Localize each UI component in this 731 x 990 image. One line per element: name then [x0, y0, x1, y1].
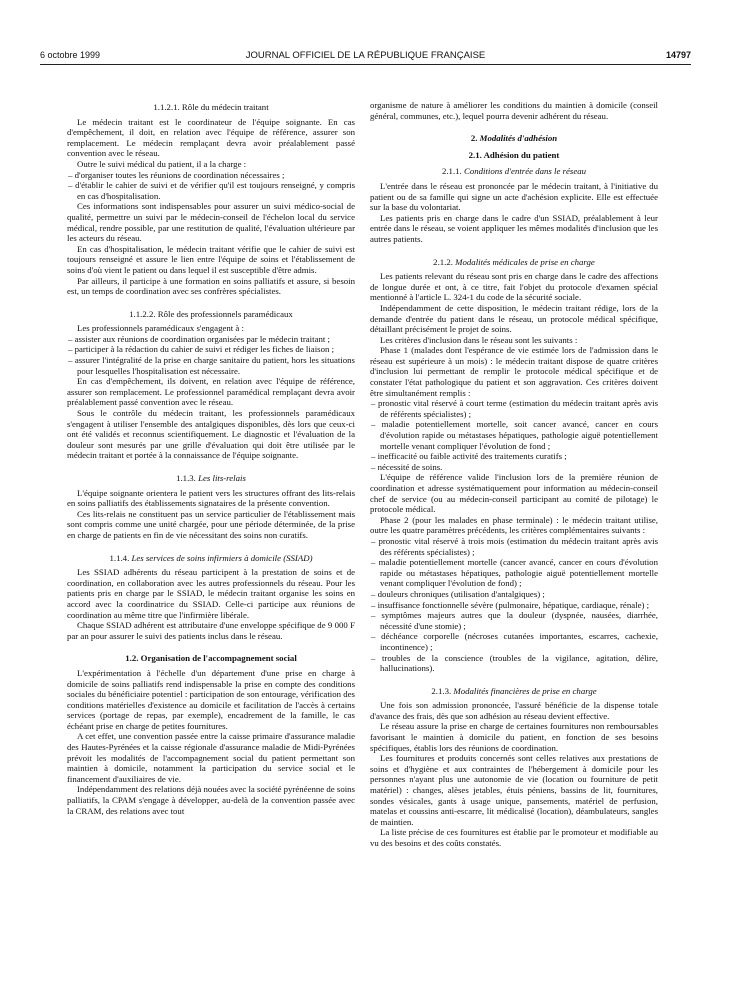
paragraph: Les professionnels paramédicaux s'engagent à :	[77, 323, 244, 334]
paragraph: Les critères d'inclusion dans le réseau sont les suivants :	[380, 334, 578, 345]
dash-list	[370, 398, 658, 472]
paragraph: Chaque SSIAD adhérent est attributaire d'une enveloppe spécifique de 9 000 F par an pour assurer le suivi des patients inclus dans le réseau.	[67, 620, 355, 641]
section-heading-212	[370, 257, 658, 268]
list-item: – maladie potentiellement mortelle, soit cancer avancé, cancer en cours d'évolution rapide ou métastases hépatiques, pathologie aiguë potentiellement mortelle venant compliquer l'évolution de fond ;	[370, 419, 658, 451]
paragraph: organisme de nature à améliorer les conditions du maintien à domicile (conseil général, communes, etc.), lequel pourra devenir adhérent du réseau.	[370, 100, 658, 121]
section-heading-1122: 1.1.2.2. Rôle des professionnels paramédicaux	[129, 308, 293, 319]
list-item: – déchéance corporelle (nécroses cutanées importantes, escarres, cachexie, incontinence) ;	[370, 631, 658, 652]
paragraph: A cet effet, une convention passée entre la caisse primaire d'assurance maladie des Hautes-Pyrénées et la caisse régionale d'assurance maladie de Midi-Pyrénées prévoit les modalités de l'accompagnement social du patient permettant son maintien à domicile, notamment la participation du service social et le financement d'auxiliaires de vie.	[67, 731, 355, 784]
list-item: – symptômes majeurs autres que la douleur (dyspnée, nausées, diarrhée, nécessité d'une stomie) ;	[370, 610, 658, 631]
list-item: – pronostic vital réservé à court terme (estimation du médecin traitant après avis de référents spécialistes) ;	[370, 398, 658, 419]
paragraph: L'équipe de référence valide l'inclusion lors de la première réunion de coordination et adresse systématiquement pour information au médecin-conseil chef de service (ou au médecin-conseil participant au comité de pilotage) le protocole médical.	[370, 472, 658, 515]
section-heading-21: 2.1. Adhésion du patient	[468, 149, 560, 160]
section-heading-213	[370, 686, 658, 697]
heading-number: 2.1.2.	[433, 256, 453, 267]
heading-number: 2.	[470, 133, 478, 144]
section-heading-12: 1.2. Organisation de l'accompagnement social	[125, 653, 297, 664]
heading-number: 2.1.1.	[441, 166, 462, 177]
paragraph: Indépendamment des relations déjà nouées avec la société pyrénéenne de soins palliatifs, la CPAM s'engage à développer, au-delà de la convention passée avec la CRAM, des relations avec tout	[67, 784, 355, 816]
dash-list	[370, 536, 658, 674]
paragraph: Les patients relevant du réseau sont pris en charge dans le cadre des affections de longue durée et ont, à ce titre, fait l'objet du protocole d'examen spécial mentionné à l'article L. 324-1 du code de la sécurité sociale.	[370, 271, 658, 303]
paragraph: Ces lits-relais ne constituent pas un service particulier de l'établissement mais sont compris comme une unité chargée, pour une période déterminée, de la prise en charge de patients en fin de vie nécessitant des soins non curatifs.	[67, 508, 355, 540]
dash-list	[67, 334, 355, 376]
list-item: – d'établir le cahier de suivi et de vérifier qu'il est toujours renseigné, y compris en cas d'hospitalisation.	[67, 180, 355, 201]
paragraph: Indépendamment de cette disposition, le médecin traitant rédige, lors de la demande d'entrée du patient dans le réseau, un protocole médical spécifique, détaillant précisément le projet de soins.	[370, 302, 658, 335]
heading-number: 2.1.3.	[431, 685, 452, 696]
paragraph: Sous le contrôle du médecin traitant, les professionnels paramédicaux s'engagent à utiliser l'ensemble des antalgiques disponibles, dès lors que ceux-ci ont été validés et reconnus scientifiquement. Le diagnostic et l'évaluation de la douleur sont mesurés par une grille d'évaluation qui doit être utilisée par le médecin traitant et portée à la connaissance de l'équipe soignante.	[67, 408, 355, 461]
heading-title: Modalités médicales de prise en charge	[455, 256, 595, 267]
paragraph: L'entrée dans le réseau est prononcée par le médecin traitant, à l'initiative du patient ou de sa famille qui signe un acte d'achésion explicite. Elle est effectuée sur la base du volontariat.	[370, 180, 658, 213]
heading-title: Les lits-relais	[198, 473, 246, 483]
list-item: – assurer l'intégralité de la prise en charge sanitaire du patient, hors les situations pour lesquelles l'hospitalisation est nécessaire.	[67, 355, 355, 376]
paragraph: En cas d'hospitalisation, le médecin traitant vérifie que le cahier de suivi est toujours renseigné et assure le lien entre l'équipe de soins et l'établissement de soins d'où vient le patient ou dans lequel il est susceptible d'être admis.	[67, 243, 355, 275]
section-heading-2	[370, 133, 658, 144]
heading-title: Conditions d'entrée dans le réseau	[463, 166, 587, 177]
section-heading-211	[370, 166, 658, 177]
header-date: 6 octobre 1999	[40, 50, 101, 60]
paragraph: Outre le suivi médical du patient, il a la charge :	[77, 158, 247, 169]
list-item: – inefficacité ou faible activité des traitements curatifs ;	[370, 451, 658, 462]
paragraph: Par ailleurs, il participe à une formation en soins palliatifs et assure, si besoin est, un temps de coordination avec ses confrères spécialistes.	[67, 275, 355, 297]
paragraph: L'expérimentation à l'échelle d'un département d'une prise en charge à domicile de soins palliatifs rend indispensable la prise en compte des conditions sociales du bénéficiaire potentiel : participation de son entourage, vérification des conditions matérielles d'existence au domicile et facilitation de l'accès à certains services (portage de repas, par exemple), encadrement de la famille, le cas échéant prise en charge de petites fournitures.	[67, 667, 355, 731]
heading-title: Modalités financières de prise en charge	[453, 685, 597, 696]
header-page-number: 14797	[665, 50, 691, 60]
list-item: – pronostic vital réservé à trois mois (estimation du médecin traitant après avis des référents spécialistes) ;	[370, 536, 658, 557]
header-journal-title: JOURNAL OFFICIEL DE LA RÉPUBLIQUE FRANÇAISE	[245, 50, 486, 61]
list-item: – assister aux réunions de coordination organisées par le médecin traitant ;	[67, 334, 355, 345]
heading-title: Les services de soins infirmiers à domicile (SSIAD)	[131, 552, 313, 563]
right-column	[370, 100, 658, 849]
paragraph: La liste précise de ces fournitures est établie par le promoteur et modifiable au vu des besoins et des coûts constatés.	[370, 827, 658, 848]
paragraph: En cas d'empêchement, ils doivent, en relation avec l'équipe de référence, assurer son remplacement. Le professionnel paramédical remplaçant devra avoir préalablement passé convention avec le réseau.	[67, 376, 355, 408]
heading-number: 1.1.3.	[176, 473, 196, 483]
list-item: – d'organiser toutes les réunions de coordination nécessaires ;	[67, 170, 355, 181]
section-heading-114	[67, 553, 355, 564]
left-column	[67, 96, 355, 816]
paragraph: Les patients pris en charge dans le cadre d'un SSIAD, préalablement à leur entrée dans le réseau, se voient appliquer les mêmes modalités d'inclusion que les autres patients.	[370, 212, 658, 244]
paragraph: Les SSIAD adhérents du réseau participent à la prestation de soins et de coordination, en collaboration avec les autres professionnels du réseau. Pour les patients pris en charge par le SSIAD, le médecin traitant organise les soins en accord avec la coordinatrice du SSIAD. Celle-ci participe aux réunions de coordination au même titre que l'infirmière libérale.	[67, 567, 355, 620]
paragraph: L'équipe soignante orientera le patient vers les structures offrant des lits-relais en soins palliatifs des établissements signataires de la présente convention.	[67, 487, 355, 509]
list-item: – maladie potentiellement mortelle (cancer avancé, cancer en cours d'évolution rapide ou métastases hépatiques, pathologie aiguë potentiellement mortelle venant compliquer l'évolution de fond) ;	[370, 557, 658, 589]
heading-number: 1.1.4.	[109, 552, 130, 563]
paragraph: Le réseau assure la prise en charge de certaines fournitures non remboursables favorisant le maintien à domicile du patient, en fonction de ses besoins spécifiques, établis lors des réunions de coordination.	[370, 721, 658, 753]
list-item: – participer à la rédaction du cahier de suivi et rédiger les fiches de liaison ;	[67, 344, 355, 355]
paragraph: Ces informations sont indispensables pour assurer un suivi médico-social de qualité, permettre un suivi par le médecin-conseil de l'échelon local du service médical, rendre possible, par une restitution de qualité, l'évaluation ultérieure par les acteurs du réseau.	[67, 201, 355, 244]
list-item: – nécessité de soins.	[370, 462, 658, 473]
section-heading-113	[67, 473, 355, 484]
paragraph: Phase 1 (malades dont l'espérance de vie estimée lors de l'admission dans le réseau est supérieure à un mois) : le médecin traitant dispose de quatre critères d'inclusion lui permettant de remplir le protocole médical spécifique et de constater l'état pathologique du patient et son aggravation. Ces critères doivent être simultanément remplis :	[370, 345, 658, 398]
paragraph: Une fois son admission prononcée, l'assuré bénéficie de la dispense totale d'avance des frais, dès que son adhésion au réseau devient effective.	[370, 700, 658, 721]
list-item: – troubles de la conscience (troubles de la vigilance, agitation, délire, hallucinations).	[370, 653, 658, 674]
list-item: – insuffisance fonctionnelle sévère (pulmonaire, hépatique, cardiaque, rénale) ;	[370, 600, 658, 611]
paragraph: Phase 2 (pour les malades en phase terminale) : le médecin traitant utilise, outre les quatre paramètres précédents, les critères complémentaires suivants :	[370, 514, 658, 536]
section-heading-1121: 1.1.2.1. Rôle du médecin traitant	[153, 102, 269, 112]
list-item: – douleurs chroniques (utilisation d'antalgiques) ;	[370, 589, 658, 600]
dash-list	[67, 170, 355, 202]
heading-title: Modalités d'adhésion	[479, 133, 558, 144]
paragraph: Les fournitures et produits concernés sont celles relatives aux prestations de soins et d'hygiène et aux contraintes de l'hébergement à domicile pour les personnes n'ayant plus une autonomie de vie (location ou fourniture de petit matériel) : changes, alèses jetables, étuis péniens, bassins de lit, fournitures, sondes vésicales, gants à usage unique, pansements, matériel de perfusion, matelas et coussins anti-escarre, lit médicalisé (location), déambulateurs, sangles de maintien.	[370, 753, 658, 827]
paragraph: Le médecin traitant est le coordinateur de l'équipe soignante. En cas d'empêchement, il doit, en relation avec l'équipe de référence, assurer son remplacement. Le médecin remplaçant devra avoir préalablement passé convention avec le réseau.	[67, 116, 355, 159]
page-header	[40, 48, 691, 65]
